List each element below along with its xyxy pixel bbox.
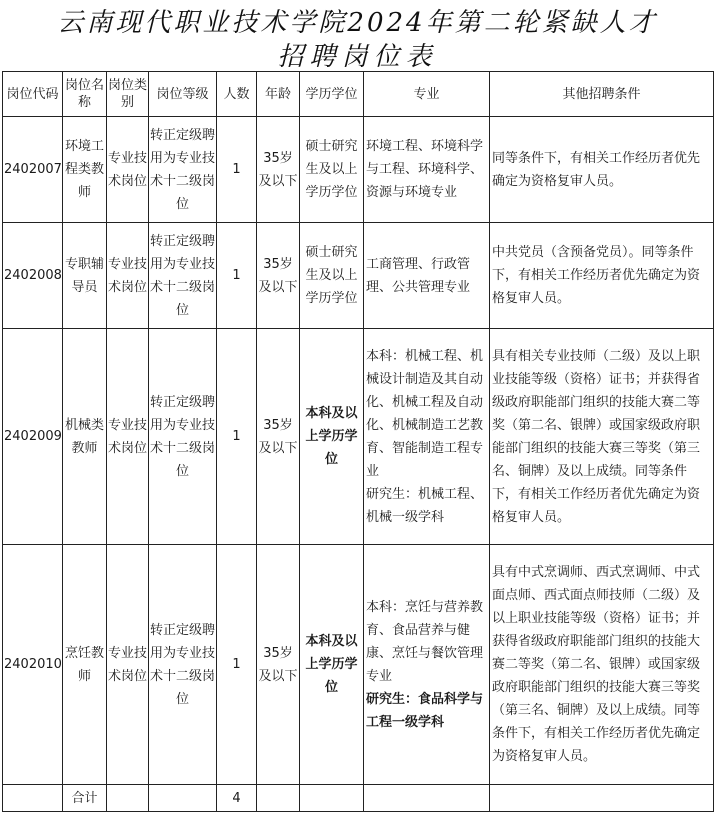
major-text: 本科：机械工程、机械设计制造及其自动化、机械工程及自动化、机械制造工艺教育、智能制造工程专业	[366, 348, 484, 479]
header-major: 专业	[364, 72, 490, 117]
cell-level: 转正定级聘用为专业技术十二级岗位	[149, 223, 217, 329]
cell-code: 2402007	[3, 117, 63, 223]
header-degree: 学历学位	[300, 72, 364, 117]
cell-code: 2402009	[3, 329, 63, 545]
header-code: 岗位代码	[3, 72, 63, 117]
header-count: 人数	[217, 72, 257, 117]
cell-other: 具有相关专业技师（二级）及以上职业技能等级（资格）证书；并获得省级政府职能部门组织的技能大赛二等奖（第二名、银牌）或国家级政府职能部门组织的技能大赛三等奖（第三名、铜牌）及以上成绩。同等条件下，有相关工作经历者优先确定为资格复审人员。	[490, 329, 714, 545]
cell-count: 1	[217, 545, 257, 785]
major-graduate-text: 研究生：食品科学与工程一级学科	[366, 691, 484, 730]
cell-major	[364, 329, 490, 545]
total-row	[3, 785, 714, 812]
header-other: 其他招聘条件	[490, 72, 714, 117]
document-title-line-2: 招聘岗位表	[277, 42, 438, 72]
cell-degree: 硕士研究生及以上学历学位	[300, 117, 364, 223]
header-row	[3, 72, 714, 117]
cell-count: 1	[217, 329, 257, 545]
major-text: 工商管理、行政管理、公共管理专业	[366, 256, 471, 295]
total-empty-cell	[257, 785, 300, 812]
header-age: 年龄	[257, 72, 300, 117]
cell-code: 2402008	[3, 223, 63, 329]
cell-age: 35岁及以下	[257, 117, 300, 223]
cell-other: 中共党员（含预备党员）。同等条件下，有相关工作经历者优先确定为资格复审人员。	[490, 223, 714, 329]
cell-name: 烹饪教师	[63, 545, 107, 785]
cell-major	[364, 545, 490, 785]
total-empty-cell	[300, 785, 364, 812]
cell-age: 35岁及以下	[257, 223, 300, 329]
cell-name: 环境工程类教师	[63, 117, 107, 223]
table-row	[3, 117, 714, 223]
cell-level: 转正定级聘用为专业技术十二级岗位	[149, 545, 217, 785]
cell-degree: 本科及以上学历学位	[300, 329, 364, 545]
table-row	[3, 545, 714, 785]
recruitment-table	[2, 71, 714, 812]
cell-count: 1	[217, 223, 257, 329]
total-empty-cell	[149, 785, 217, 812]
cell-major	[364, 117, 490, 223]
header-level: 岗位等级	[149, 72, 217, 117]
cell-level: 转正定级聘用为专业技术十二级岗位	[149, 329, 217, 545]
cell-other: 具有中式烹调师、西式烹调师、中式面点师、西式面点师技师（二级）及以上职业技能等级（资格）证书；并获得省级政府职能部门组织的技能大赛二等奖（第二名、银牌）或国家级政府职能部门组织的技能大赛三等奖（第三名、铜牌）及以上成绩。同等条件下，有相关工作经历者优先确定为资格复审人员。	[490, 545, 714, 785]
total-empty-cell	[490, 785, 714, 812]
cell-count: 1	[217, 117, 257, 223]
total-empty-cell	[364, 785, 490, 812]
document-title-line-1: 云南现代职业技术学院2024年第二轮紧缺人才	[57, 8, 658, 38]
header-name: 岗位名称	[63, 72, 107, 117]
cell-age: 35岁及以下	[257, 329, 300, 545]
total-label: 合计	[63, 785, 107, 812]
cell-category: 专业技术岗位	[107, 223, 149, 329]
major-graduate-text: 研究生：机械工程、机械一级学科	[366, 486, 484, 525]
cell-degree: 本科及以上学历学位	[300, 545, 364, 785]
cell-category: 专业技术岗位	[107, 117, 149, 223]
cell-age: 35岁及以下	[257, 545, 300, 785]
table-row	[3, 223, 714, 329]
cell-code: 2402010	[3, 545, 63, 785]
cell-category: 专业技术岗位	[107, 329, 149, 545]
cell-other: 同等条件下，有相关工作经历者优先确定为资格复审人员。	[490, 117, 714, 223]
cell-name: 机械类教师	[63, 329, 107, 545]
cell-name: 专职辅导员	[63, 223, 107, 329]
cell-major	[364, 223, 490, 329]
cell-degree: 硕士研究生及以上学历学位	[300, 223, 364, 329]
major-text: 本科：烹饪与营养教育、食品营养与健康、烹饪与餐饮管理专业	[366, 599, 484, 684]
header-category: 岗位类别	[107, 72, 149, 117]
total-empty-cell	[3, 785, 63, 812]
major-text: 环境工程、环境科学与工程、环境科学、资源与环境专业	[366, 139, 484, 200]
total-empty-cell	[107, 785, 149, 812]
cell-category: 专业技术岗位	[107, 545, 149, 785]
table-row	[3, 329, 714, 545]
total-count: 4	[217, 785, 257, 812]
cell-level: 转正定级聘用为专业技术十二级岗位	[149, 117, 217, 223]
